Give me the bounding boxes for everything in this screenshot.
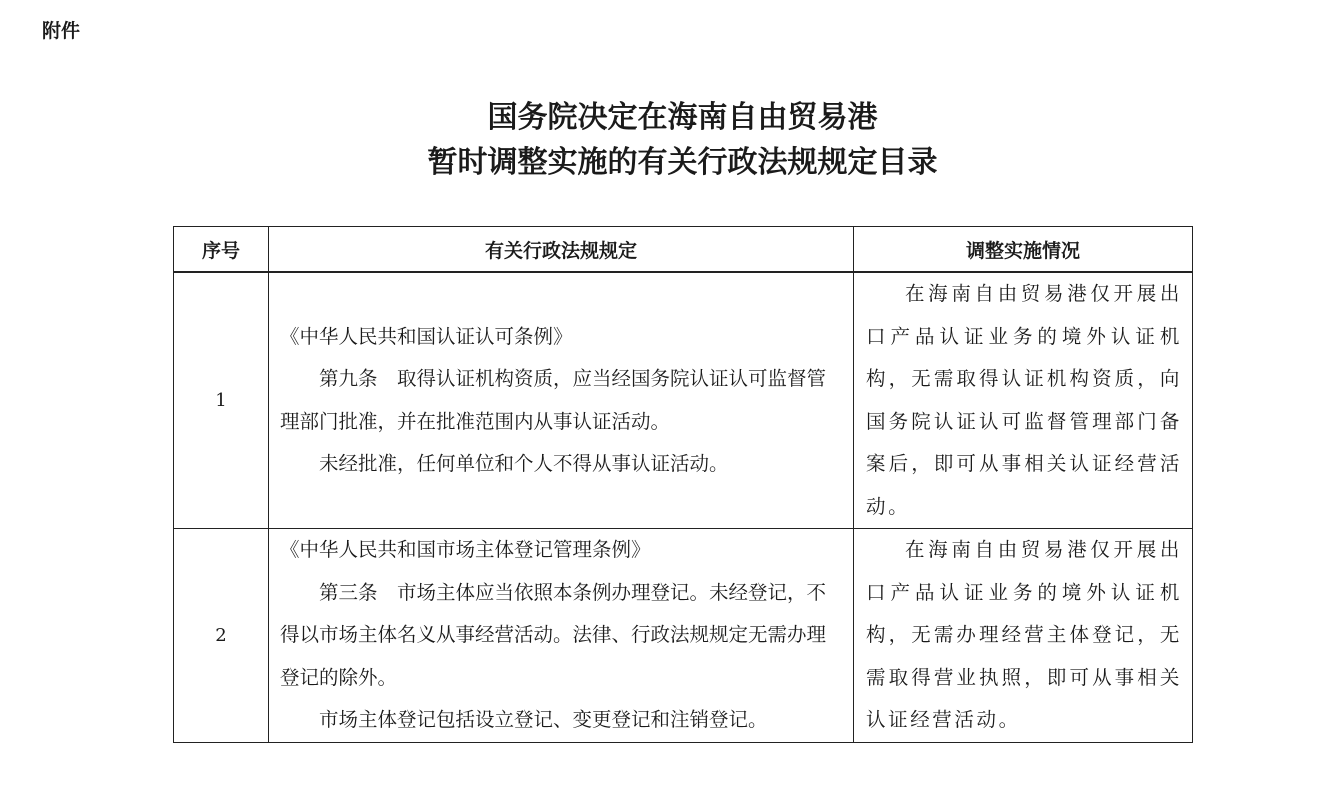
header-adjustment: 调整实施情况 (854, 227, 1193, 273)
table-row (174, 529, 1193, 743)
title-line-1: 国务院决定在海南自由贸易港 (487, 100, 878, 135)
header-regulation: 有关行政法规规定 (269, 227, 854, 273)
regulation-paragraph: 市场主体登记包括设立登记、变更登记和注销登记。 (319, 708, 768, 731)
adjustment-cell: 在海南自由贸易港仅开展出口产品认证业务的境外认证机构，无需办理经营主体登记，无需取得营业执照，即可从事相关认证经营活动。 (854, 529, 1193, 743)
row-number: 1 (174, 272, 269, 529)
regulation-title: 《中华人民共和国市场主体登记管理条例》 (280, 538, 651, 561)
regulation-cell (269, 529, 854, 743)
regulation-paragraph: 第九条 取得认证机构资质，应当经国务院认证认可监督管理部门批准，并在批准范围内从事认证活动。 (280, 367, 827, 433)
regulations-table (173, 226, 1193, 743)
regulation-title: 《中华人民共和国认证认可条例》 (280, 324, 573, 348)
adjustment-cell: 在海南自由贸易港仅开展出口产品认证业务的境外认证机构，无需取得认证机构资质，向国务院认证认可监督管理部门备案后，即可从事相关认证经营活动。 (854, 272, 1193, 529)
regulation-paragraph: 第三条 市场主体应当依照本条例办理登记。未经登记，不得以市场主体名义从事经营活动。法律、行政法规规定无需办理登记的除外。 (280, 580, 827, 689)
title-line-2: 暂时调整实施的有关行政法规规定目录 (427, 145, 938, 180)
page-title (0, 95, 1335, 185)
table-row (174, 272, 1193, 529)
row-number: 2 (174, 529, 269, 743)
attachment-label: 附件 (42, 20, 81, 42)
regulation-cell (269, 272, 854, 529)
header-number: 序号 (174, 227, 269, 273)
table-header-row (174, 227, 1193, 273)
regulation-paragraph: 未经批准，任何单位和个人不得从事认证活动。 (319, 452, 729, 475)
